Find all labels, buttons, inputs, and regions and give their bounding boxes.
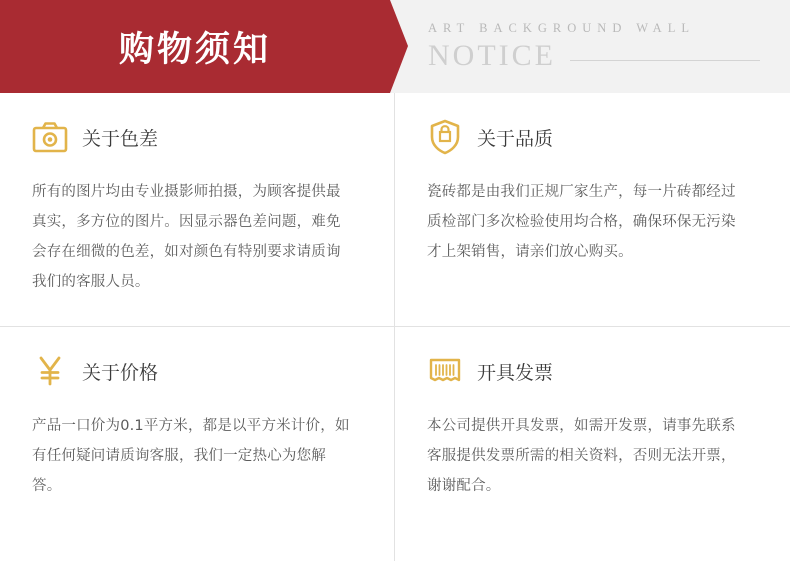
section-body bbox=[32, 411, 352, 501]
section-title: 关于价格 bbox=[82, 361, 159, 384]
notice-section-quality bbox=[395, 93, 790, 327]
header-title-english: NOTICE bbox=[428, 38, 556, 72]
header-title-english-row bbox=[428, 39, 790, 73]
header-subtitle-english: ART BACKGROUND WALL bbox=[428, 20, 695, 35]
section-body bbox=[427, 177, 748, 267]
section-body bbox=[427, 411, 748, 501]
notice-grid bbox=[0, 93, 790, 561]
header-divider-line bbox=[570, 60, 760, 61]
header-red-banner bbox=[0, 0, 390, 93]
section-header bbox=[32, 353, 352, 389]
shield-quality-icon bbox=[427, 119, 463, 155]
page-title: 购物须知 bbox=[118, 29, 271, 70]
notice-section-invoice bbox=[395, 327, 790, 561]
section-body bbox=[32, 177, 352, 297]
section-header bbox=[427, 353, 748, 389]
section-title: 开具发票 bbox=[477, 361, 554, 384]
section-title: 关于色差 bbox=[82, 127, 159, 150]
section-body-text: 所有的图片均由专业摄影师拍摄，为顾客提供最真实，多方位的图片。因显示器色差问题，难免会存在细微的色差，如对颜色有特别要求请质询我们的客服人员。 bbox=[32, 184, 341, 290]
section-body-text: 本公司提供开具发票，如需开发票，请事先联系客服提供发票所需的相关资料，否则无法开票，谢谢配合。 bbox=[427, 418, 736, 494]
section-body-text: 瓷砖都是由我们正规厂家生产，每一片砖都经过质检部门多次检验使用均合格，确保环保无污染才上架销售，请亲们放心购买。 bbox=[427, 184, 736, 260]
section-header bbox=[427, 119, 748, 155]
yuan-price-icon bbox=[32, 353, 68, 389]
section-title: 关于品质 bbox=[477, 127, 554, 150]
notice-section-color-difference bbox=[0, 93, 395, 327]
page-header bbox=[0, 0, 790, 93]
section-body-text: 产品一口价为0.1平方米，都是以平方米计价，如有任何疑问请质询客服，我们一定热心为您解答。 bbox=[32, 418, 350, 494]
camera-icon bbox=[32, 119, 68, 155]
notice-section-price bbox=[0, 327, 395, 561]
section-header bbox=[32, 119, 352, 155]
header-english-block bbox=[390, 0, 790, 93]
invoice-icon bbox=[427, 353, 463, 389]
